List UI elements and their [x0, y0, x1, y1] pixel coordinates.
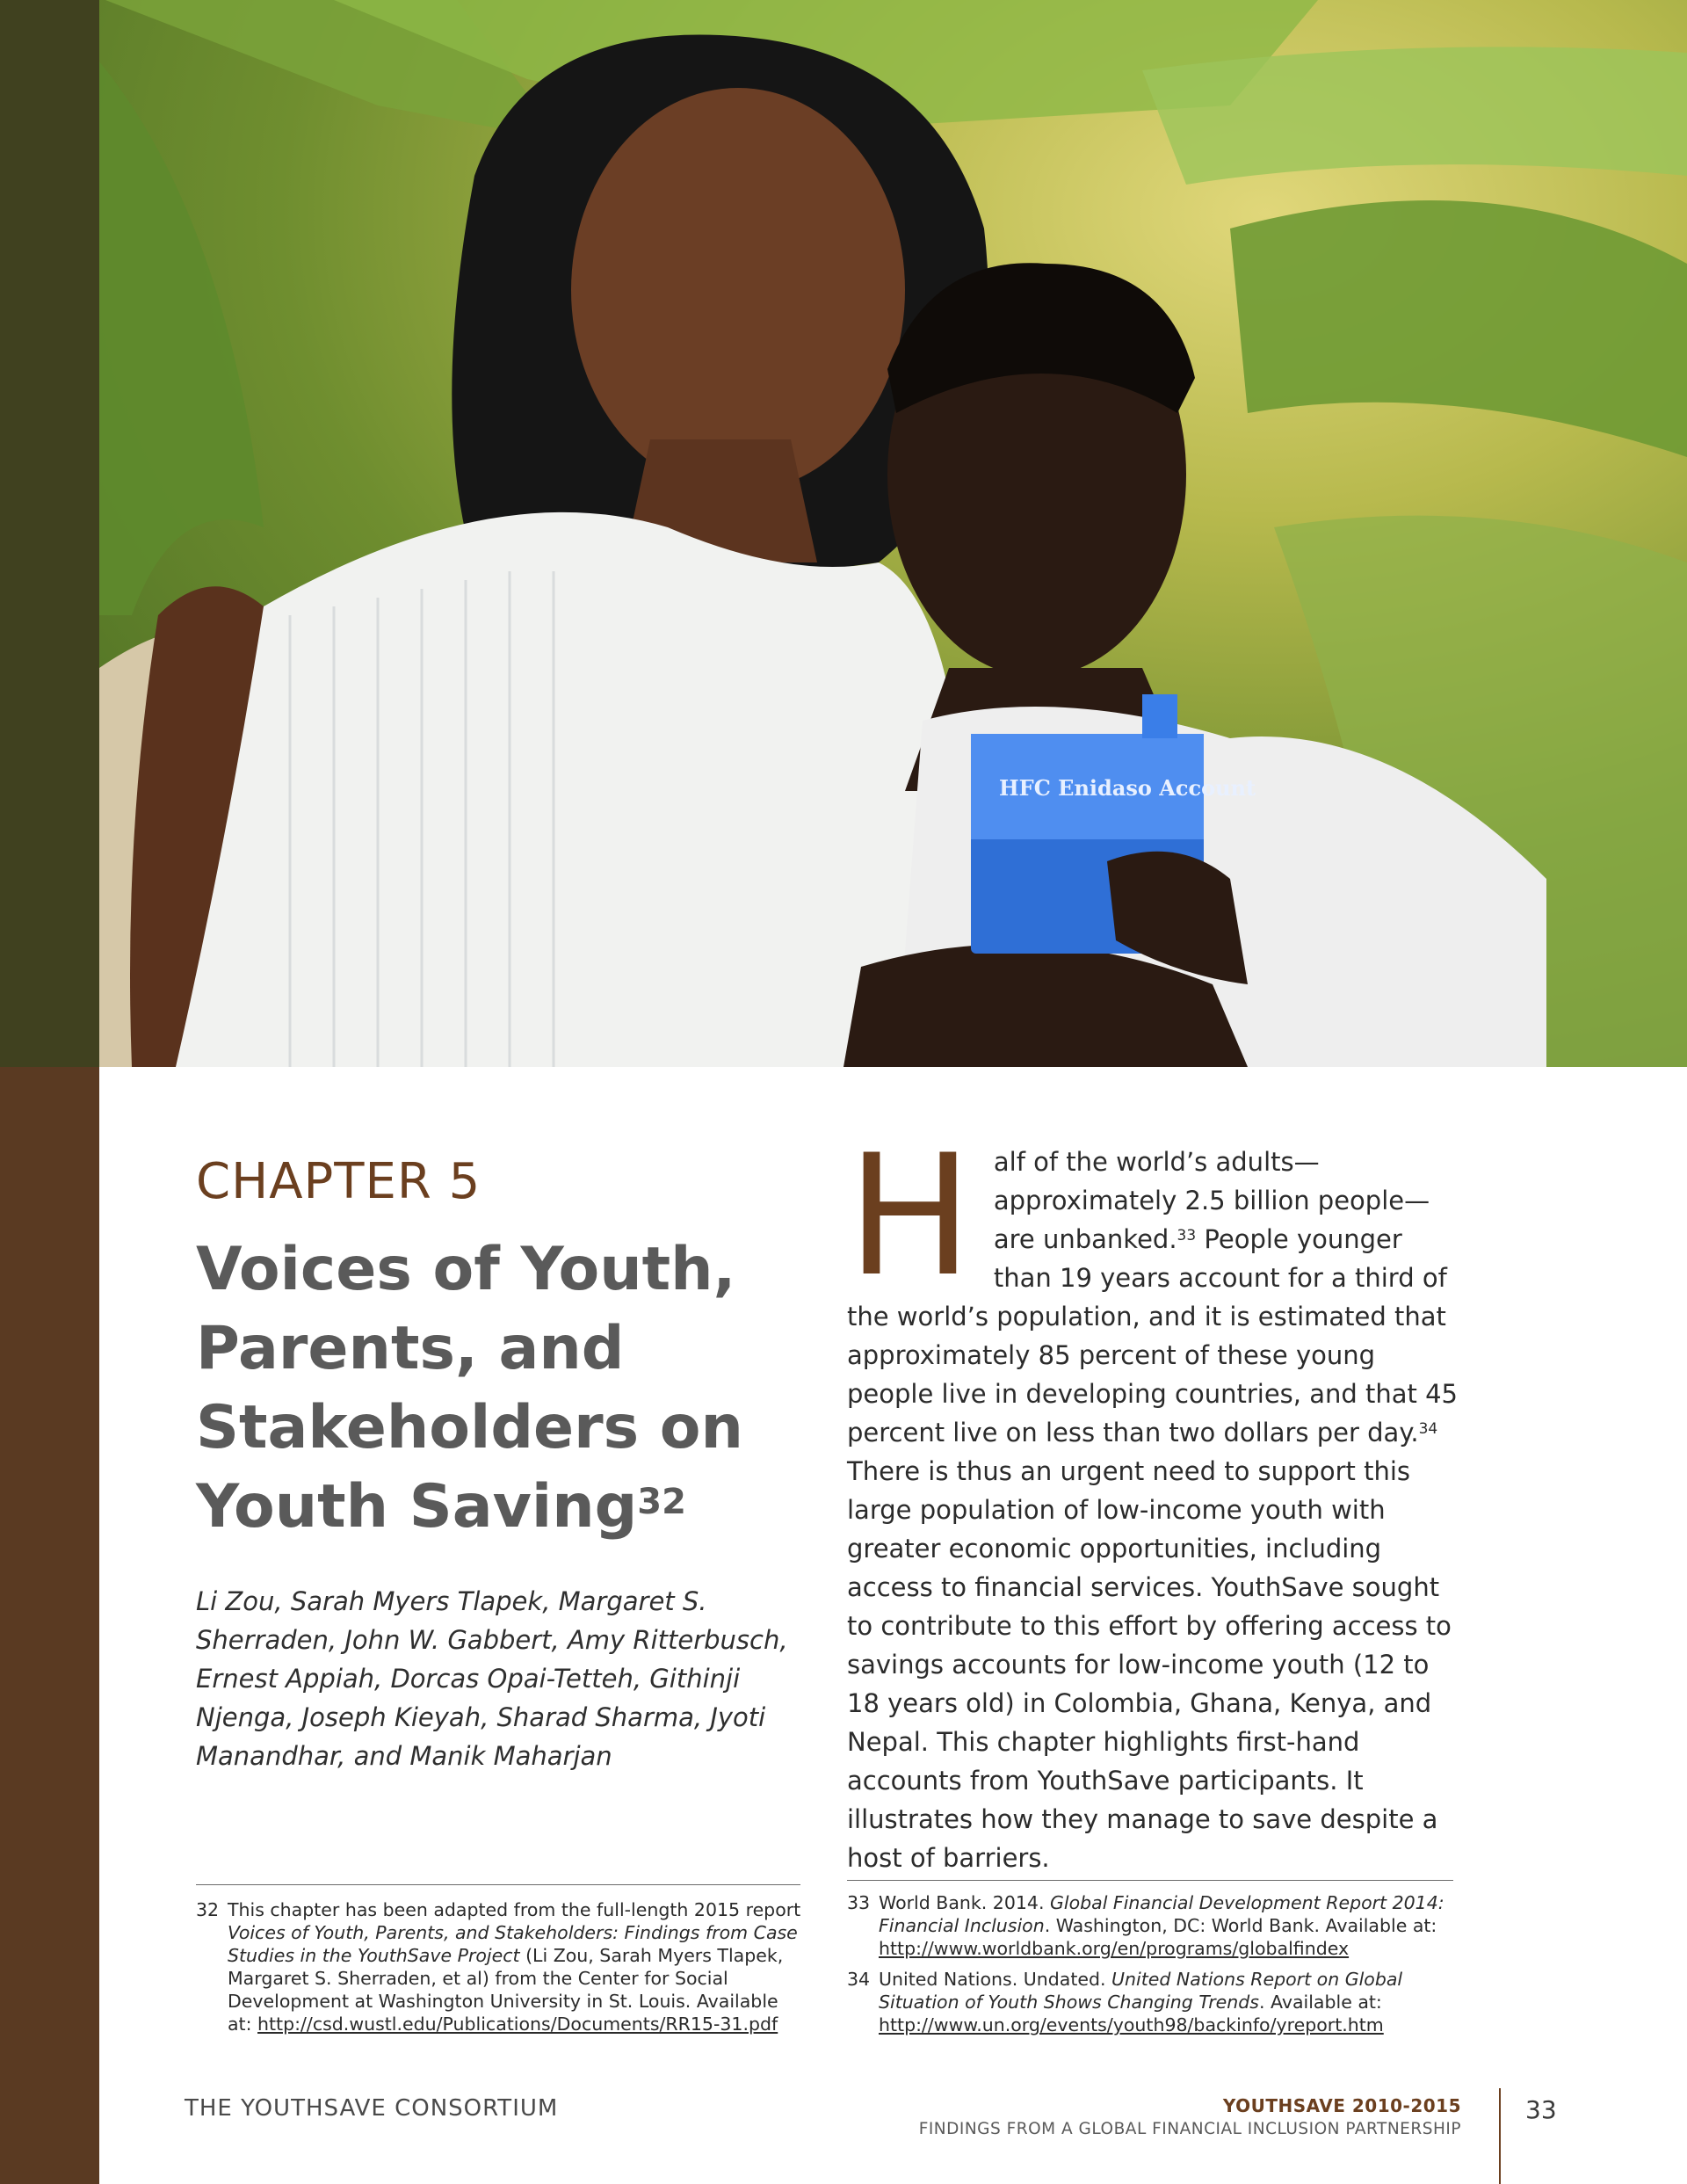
footnote-34: [847, 1968, 1453, 2036]
drop-cap: H: [847, 1119, 973, 1313]
footnote-text: . Washington, DC: World Bank. Available at:: [1044, 1915, 1437, 1936]
footnote-ref-34[interactable]: 34: [1418, 1420, 1438, 1438]
footer-divider: [1499, 2088, 1501, 2184]
footnote-32: [196, 1898, 802, 2035]
footnote-33: [847, 1891, 1453, 1960]
footnote-rule-right: [847, 1880, 1453, 1881]
footnote-link[interactable]: http://www.worldbank.org/en/programs/globalfindex: [879, 1938, 1350, 1959]
chapter-title: [196, 1230, 767, 1547]
chapter-label: CHAPTER 5: [196, 1153, 481, 1210]
footnote-text: World Bank. 2014.: [879, 1892, 1050, 1913]
footer-report-title: YOUTHSAVE 2010-2015: [1222, 2095, 1461, 2116]
page-number: 33: [1525, 2095, 1557, 2124]
box-logo-text: HFC Enidaso Account: [999, 775, 1256, 801]
footnote-source-title: Global Financial Development Report 2014: Financial Inclusion: [879, 1892, 1444, 1936]
footnote-number: 32: [196, 1899, 220, 1920]
body-text-1: alf of the world’s adults—approximately 2.5 billion people—are unbanked.: [993, 1147, 1430, 1254]
photo-mother-and-daughter-icon: [0, 0, 1687, 1067]
footer-publisher: THE YOUTHSAVE CONSORTIUM: [185, 2095, 559, 2122]
footnote-number: 34: [847, 1969, 871, 1990]
body-text-2: People younger than 19 years account for a third of the world’s population, and it is estimated that approximately 85 percent of these young people live in developing countries, and that 45 percent live on less than two dollars per day.: [847, 1224, 1459, 1448]
hero-photo: [0, 0, 1687, 1067]
footnote-link[interactable]: http://www.un.org/events/youth98/backinfo/yreport.htm: [879, 2014, 1384, 2035]
body-paragraph: [847, 1119, 1462, 1877]
footer-report-subtitle: FINDINGS FROM A GLOBAL FINANCIAL INCLUSION PARTNERSHIP: [918, 2120, 1461, 2138]
chapter-title-footnote-ref[interactable]: 32: [637, 1482, 686, 1522]
footnote-ref-33[interactable]: 33: [1177, 1227, 1197, 1244]
footnote-text: (Li Zou, Sarah Myers Tlapek, Margaret S. Sherraden, et al) from the Center for Social Development at Washington University in St. Louis. Available at:: [228, 1945, 784, 2035]
footnote-text: . Available at:: [1258, 1992, 1382, 2013]
body-text-3: There is thus an urgent need to support this large population of low-income youth with greater economic opportunities, including access to financial services. YouthSave sought to contribute to this effort by offering access to savings accounts for low-income youth (12 to 18 years old) in Colombia, Ghana, Kenya, and Nepal. This chapter highlights first-hand accounts from YouthSave participants. It illustrates how they manage to save despite a host of barriers.: [847, 1456, 1452, 1873]
footnote-source-title: Voices of Youth, Parents, and Stakeholders: Findings from Case Studies in the YouthSave Project: [228, 1922, 798, 1966]
footnote-number: 33: [847, 1892, 871, 1913]
chapter-title-text: Voices of Youth, Parents, and Stakeholders on Youth Saving: [196, 1235, 743, 1542]
footnote-source-title: United Nations Report on Global Situation of Youth Shows Changing Trends: [879, 1969, 1403, 2013]
footnote-text: United Nations. Undated.: [879, 1969, 1112, 1990]
footnote-link[interactable]: http://csd.wustl.edu/Publications/Documents/RR15-31.pdf: [257, 2013, 778, 2035]
chapter-authors: Li Zou, Sarah Myers Tlapek, Margaret S. Sherraden, John W. Gabbert, Amy Ritterbusch, Ernest Appiah, Dorcas Opai-Tetteh, Githinji Njenga, Joseph Kieyah, Sharad Sharma, Jyoti Manandhar, and Manik Maharjan: [196, 1586, 788, 1771]
footnote-rule-left: [196, 1884, 800, 1885]
left-sidebar-bar: [0, 1067, 99, 2184]
footnote-text: This chapter has been adapted from the full-length 2015 report: [228, 1899, 801, 1920]
